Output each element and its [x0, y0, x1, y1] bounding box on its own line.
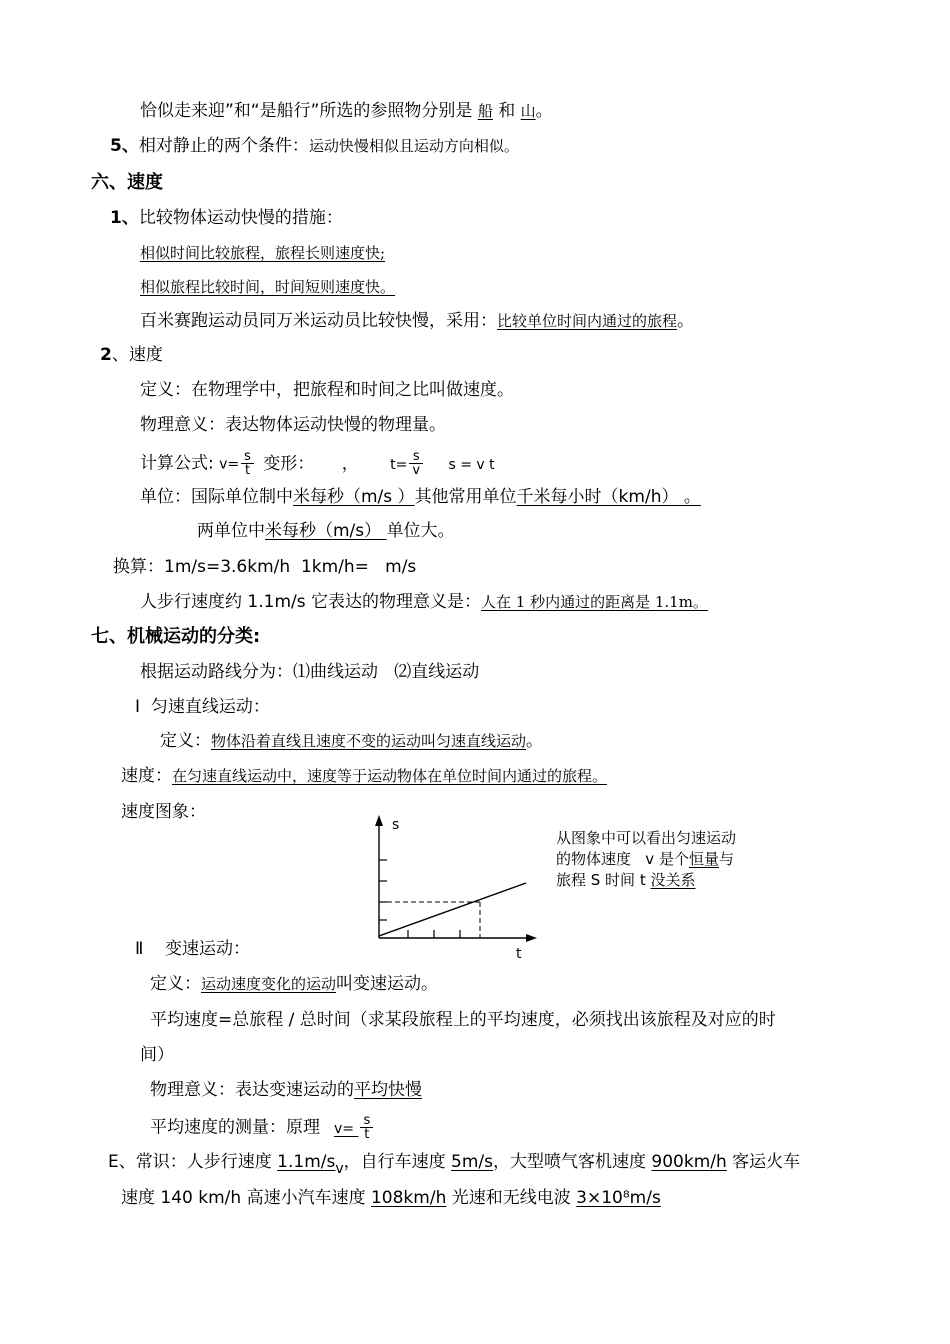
- text: 、速度: [111, 345, 163, 365]
- text: 光速和无线电波: [446, 1188, 577, 1208]
- text: ，自行车速度: [343, 1152, 452, 1172]
- line-unit-compare: [197, 519, 455, 543]
- line-common-speeds: [108, 1150, 800, 1175]
- line-uniform-heading: Ⅰ 匀速直线运动：: [135, 697, 270, 717]
- line-variable-definition: [150, 972, 438, 996]
- line-speed-heading: [100, 343, 163, 367]
- text: 定义：: [150, 974, 201, 994]
- text: ，大型喷气客机速度: [493, 1152, 652, 1172]
- answer-mountain: 山: [520, 102, 536, 120]
- s-t-graph: [352, 810, 542, 960]
- x-axis-label: t: [516, 946, 522, 960]
- line-units: [140, 485, 701, 509]
- line-average-speed: 平均速度=总旅程 / 总时间（求某段旅程上的平均速度，必须找出该旅程及对应的时: [150, 1010, 776, 1030]
- item-number: 1、: [110, 208, 139, 228]
- y-axis-label: s: [392, 817, 400, 833]
- text: 人步行速度约 1.1m/s 它表达的物理意义是：: [140, 592, 481, 612]
- answer: 平均快慢: [354, 1080, 422, 1100]
- text: 比较物体运动快慢的措施：: [138, 208, 343, 228]
- text: 与旅程 S 时间 t: [556, 850, 734, 889]
- answer-walking: 1.1m/s: [277, 1152, 336, 1172]
- line-average-speed-cont: 间）: [140, 1045, 174, 1065]
- section-heading-speed: 六、速度: [91, 172, 163, 193]
- text: 和: [492, 101, 521, 121]
- text: 两单位中: [197, 521, 265, 541]
- line-conversion: 换算：1m/s=3.6km/h 1km/h= m/s: [113, 557, 417, 577]
- answer-light: 3×10⁸m/s: [576, 1188, 661, 1208]
- graph-note: [556, 828, 746, 891]
- text: 。: [535, 101, 553, 121]
- text: 叫变速运动。: [336, 974, 439, 994]
- text: 。: [526, 731, 544, 751]
- line-common-speeds-cont: [121, 1186, 661, 1210]
- formula-v: v=: [219, 456, 240, 473]
- item-number: 5、: [110, 136, 139, 156]
- answer: 运动快慢相似且运动方向相似。: [308, 137, 519, 155]
- line-variable-heading: Ⅱ 变速运动：: [135, 939, 250, 959]
- text: 物理意义：表达变速运动的: [150, 1080, 354, 1100]
- answer-other-unit: 千米每小时（km/h） 。: [516, 487, 701, 507]
- line-average-measurement: [150, 1114, 375, 1141]
- line-relative-rest: [110, 134, 519, 158]
- text: E、常识：人步行速度: [108, 1152, 278, 1172]
- text: 百米赛跑运动员同万米运动员比较快慢，采用：: [140, 311, 497, 331]
- line-reference-objects: [140, 99, 553, 123]
- answer: 人在 1 秒内通过的距离是 1.1m。: [481, 593, 708, 611]
- line-average-meaning: [150, 1078, 422, 1102]
- text: 其他常用单位: [414, 487, 517, 507]
- line-uniform-definition: [160, 729, 543, 753]
- text: 相对静止的两个条件：: [138, 136, 309, 156]
- text: 速度：: [121, 766, 172, 786]
- line-uniform-speed: [121, 764, 607, 788]
- answer: 比较单位时间内通过的旅程: [497, 312, 678, 330]
- answer: 物体沿着直线且速度不变的运动叫匀速直线运动: [211, 732, 527, 750]
- text: 速度 140 km/h 高速小汽车速度: [121, 1188, 371, 1208]
- answer: 米每秒（m/s）: [265, 521, 387, 541]
- text: 。: [677, 311, 695, 331]
- text: 从图象中可以看出匀速运动的物体速度 v 是个: [556, 829, 737, 868]
- formula-s-vt: s = v t: [448, 456, 495, 473]
- section-heading-classification: 七、机械运动的分类:: [91, 626, 261, 647]
- line-compare-methods: [110, 206, 343, 230]
- line-by-path: 根据运动路线分为：⑴曲线运动 ⑵直线运动: [140, 662, 480, 682]
- line-race-compare: [140, 309, 694, 333]
- answer: 在匀速直线运动中，速度等于运动物体在单位时间内通过的旅程。: [172, 767, 608, 785]
- fraction-s-over-t: $\frac{s}{t}$: [360, 1114, 373, 1141]
- answer-unrelated: 没关系: [650, 871, 696, 889]
- item-number: 2: [100, 345, 112, 365]
- answer-boat: 船: [477, 102, 493, 120]
- line-definition: 定义：在物理学中，把旅程和时间之比叫做速度。: [140, 380, 514, 400]
- text: 单位大。: [386, 521, 455, 541]
- text: 单位：国际单位制中: [140, 487, 293, 507]
- fraction-s-over-v: $\frac{s}{v}$: [409, 450, 423, 477]
- fraction-s-over-t: $\frac{s}{t}$: [241, 450, 254, 477]
- line-formula: [140, 450, 495, 477]
- line-walking-speed: [140, 590, 708, 614]
- answer-same-distance: 相似旅程比较时间，时间短则速度快。: [140, 278, 396, 296]
- answer-si-unit: 米每秒（m/s ）: [293, 487, 415, 507]
- line-physical-meaning: 物理意义：表达物体运动快慢的物理量。: [140, 415, 446, 435]
- line-speed-graph-label: 速度图象：: [121, 802, 206, 822]
- formula-label: 计算公式:: [140, 453, 214, 474]
- answer-constant: 恒量: [688, 850, 719, 868]
- subscript-v: v: [335, 1161, 344, 1177]
- formula-t: t=: [390, 456, 408, 473]
- answer-airliner: 900km/h: [651, 1152, 727, 1172]
- text: 平均速度的测量：原理: [150, 1117, 320, 1138]
- answer-principle: v= $\frac{s}{t}$: [320, 1118, 375, 1138]
- answer-same-time: 相似时间比较旅程，旅程长则速度快;: [140, 244, 386, 262]
- comma: ，: [341, 453, 359, 474]
- transform-label: 变形：: [263, 453, 315, 474]
- text: 定义：: [160, 731, 211, 751]
- text: 客运火车: [726, 1152, 801, 1172]
- text: 恰似走来迎”和“是船行”所选的参照物分别是: [140, 101, 478, 121]
- answer-car: 108km/h: [370, 1188, 447, 1208]
- answer: 运动速度变化的运动: [201, 975, 337, 993]
- answer-bicycle: 5m/s: [451, 1152, 494, 1172]
